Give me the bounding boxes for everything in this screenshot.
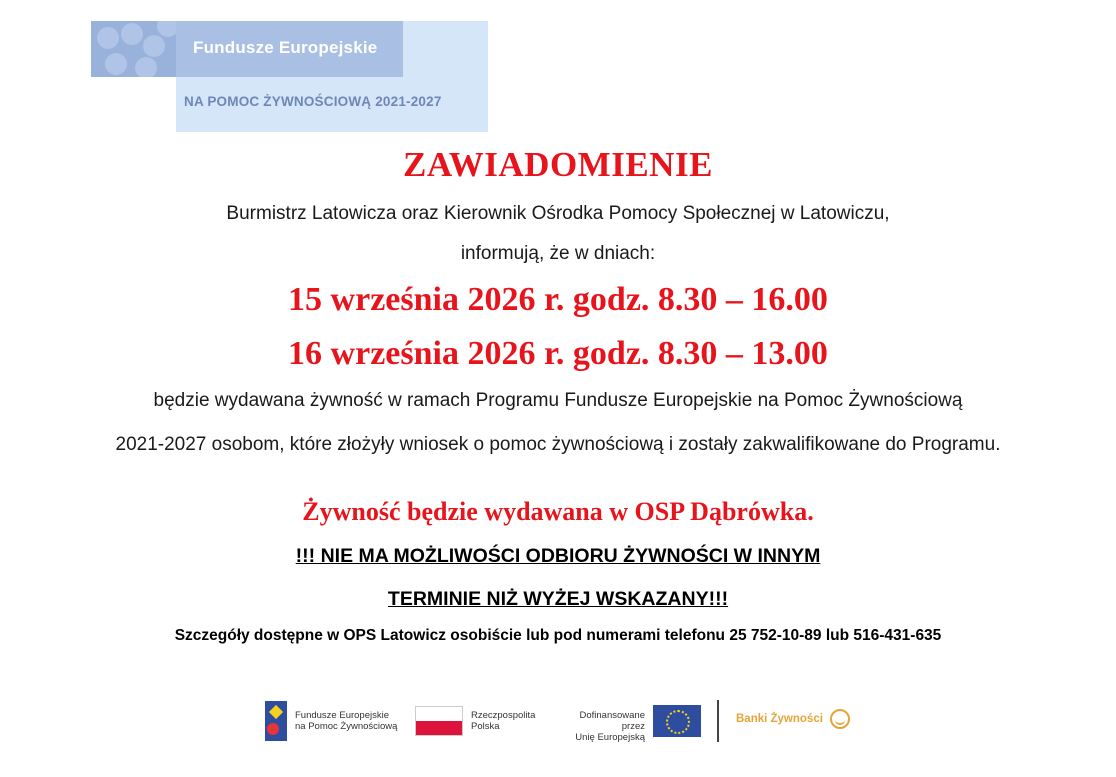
distribution-place: Żywność będzie wydawana w OSP Dąbrówka. (302, 497, 814, 526)
fe-logo-line1: Fundusze Europejskie (295, 710, 389, 721)
polish-flag-icon (415, 706, 463, 736)
body-line-1: będzie wydawana żywność w ramach Programu Fundusze Europejskie na Pomoc Żywnościową (153, 390, 963, 411)
logo-title: Fundusze Europejskie (193, 38, 378, 57)
warning-line-1: !!! NIE MA MOŻLIWOŚCI ODBIORU ŻYWNOŚCI W INNYM (295, 545, 821, 567)
stars-graphic-icon (91, 21, 177, 77)
footer-logos (262, 696, 862, 746)
distribution-date-1: 15 września 2026 r. godz. 8.30 – 16.00 (288, 281, 828, 318)
fe-star-icon (265, 701, 287, 741)
body-line-2: 2021-2027 osobom, które złożyły wniosek o pomoc żywnościową i zostały zakwalifikowane do Programu. (115, 434, 1001, 455)
footer-eu-logo (555, 696, 705, 746)
footer-fe-logo (262, 696, 402, 746)
pl-logo-line1: Rzeczpospolita (471, 710, 536, 721)
eu-logo-line2: Unię Europejską (575, 732, 645, 743)
eu-logo-line1: Dofinansowane przez (579, 710, 645, 732)
contact-details: Szczegóły dostępne w OPS Latowicz osobiście lub pod numerami telefonu 25 752-10-89 lub 516-431-635 (174, 627, 942, 644)
warning-line-2: TERMINIE NIŻ WYŻEJ WSKAZANY!!! (387, 588, 729, 610)
footer-divider (717, 700, 719, 742)
bz-logo-text: Banki Żywności (736, 713, 823, 725)
footer-pl-logo (415, 696, 545, 746)
eu-flag-icon (653, 705, 701, 737)
distribution-date-2: 16 września 2026 r. godz. 8.30 – 13.00 (288, 335, 828, 372)
pl-logo-line2: Polska (471, 721, 500, 732)
intro-line-1: Burmistrz Latowicza oraz Kierownik Ośrodka Pomocy Społecznej w Latowiczu, (226, 203, 890, 224)
fundusze-europejskie-logo (91, 21, 488, 132)
logo-subtitle: NA POMOC ŻYWNOŚCIOWĄ 2021-2027 (184, 94, 442, 109)
intro-line-2: informują, że w dniach: (460, 243, 656, 264)
footer-banki-zywnosci-logo (734, 696, 864, 746)
notice-title: ZAWIADOMIENIE (403, 145, 713, 184)
bowl-icon (830, 709, 850, 729)
fe-logo-line2: na Pomoc Żywnościową (295, 721, 398, 732)
